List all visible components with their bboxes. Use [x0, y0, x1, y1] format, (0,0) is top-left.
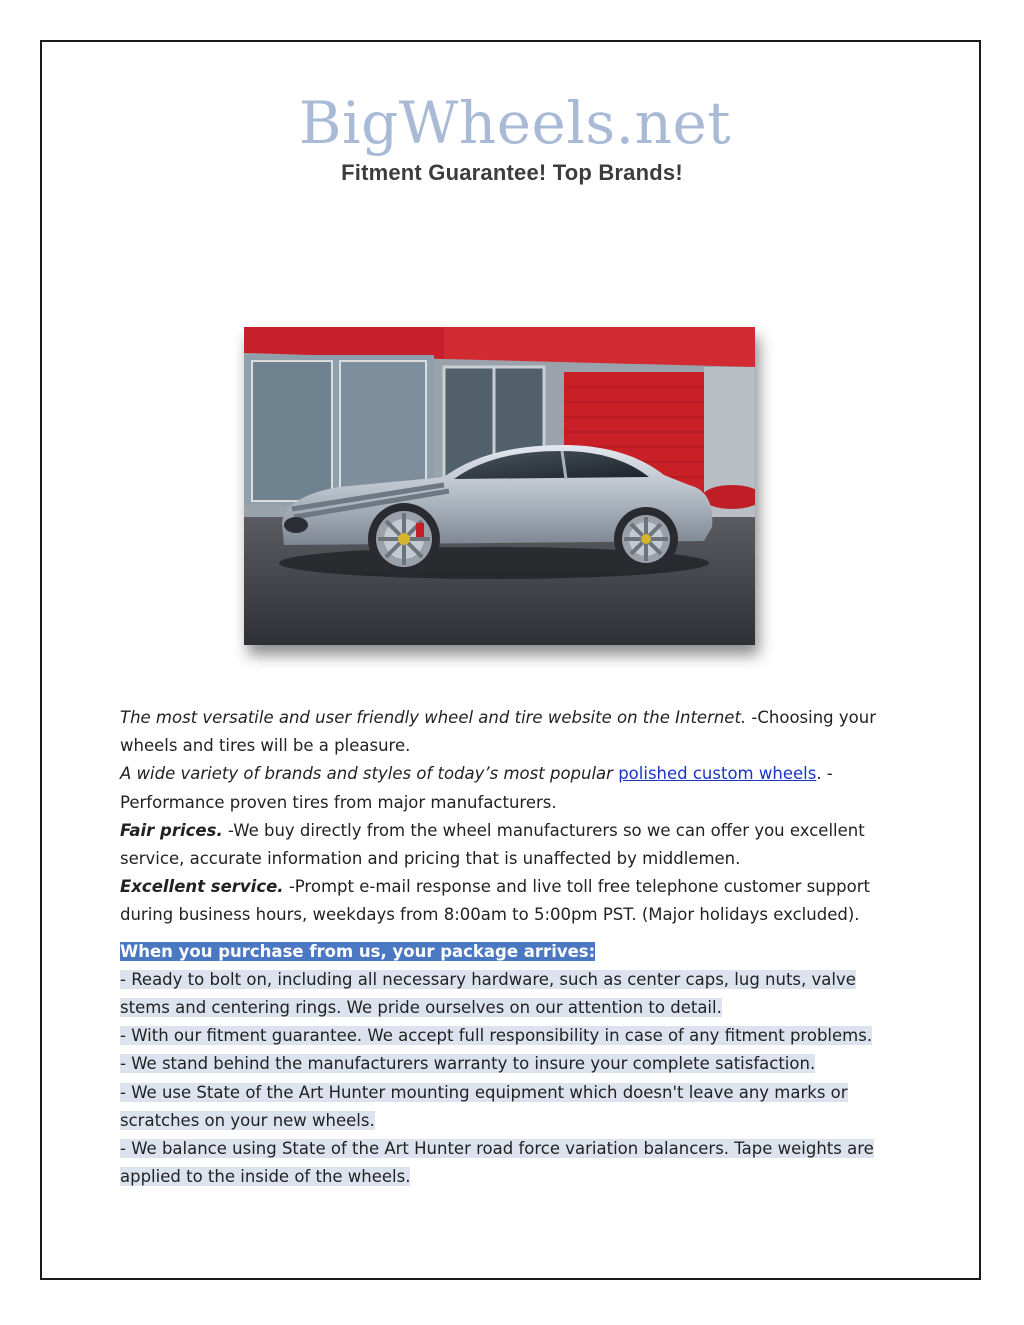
logo-name: BigWheels.net [298, 89, 732, 157]
intro-paragraph-4 [120, 873, 910, 929]
package-item: - Ready to bolt on, including all necessary hardware, such as center caps, lug nuts, valve stems and centering rings. We pride ourselves on our attention to detail. [120, 969, 856, 1018]
variety-text: . - Performance proven tires from major manufacturers. [120, 764, 833, 812]
package-item: - We stand behind the manufacturers warranty to insure your complete satisfaction. [120, 1054, 816, 1074]
package-item: - We balance using State of the Art Hunter road force variation balancers. Tape weights are applied to the inside of the wheels. [120, 1139, 874, 1187]
package-item: - With our fitment guarantee. We accept full responsibility in case of any fitment problems. [120, 1026, 873, 1046]
polished-custom-wheels-link[interactable]: polished custom wheels [618, 764, 817, 784]
logo-tagline: Fitment Guarantee! Top Brands! [341, 160, 683, 185]
package-item: - We use State of the Art Hunter mounting equipment which doesn't leave any marks or scratches on your new wheels. [120, 1082, 848, 1130]
intro-text: -Choosing your wheels and tires will be a pleasure. [120, 708, 876, 756]
car-photo [244, 327, 755, 645]
intro-lead: The most versatile and user friendly wheel and tire website on the Internet. [120, 708, 747, 727]
excellent-service-lead: Excellent service. [120, 877, 284, 897]
package-heading: When you purchase from us, your package arrives: [120, 941, 596, 961]
logo [0, 88, 1024, 186]
intro-paragraph-1 [120, 704, 910, 760]
intro-paragraph-2 [120, 760, 910, 816]
car-photo-icon [244, 327, 755, 645]
fair-prices-lead: Fair prices. [120, 820, 223, 840]
variety-lead: A wide variety of brands and styles of today’s most popular [120, 764, 619, 784]
body-text [120, 704, 910, 1191]
package-heading-line [120, 938, 910, 966]
excellent-service-text: -Prompt e-mail response and live toll free telephone customer support during business hours, weekdays from 8:00am to 5:00pm PST. (Major holidays excluded). [120, 877, 871, 925]
intro-paragraph-3 [120, 817, 910, 873]
fair-prices-text: -We buy directly from the wheel manufacturers so we can offer you excellent service, accurate information and pricing that is unaffected by middlemen. [120, 820, 865, 869]
